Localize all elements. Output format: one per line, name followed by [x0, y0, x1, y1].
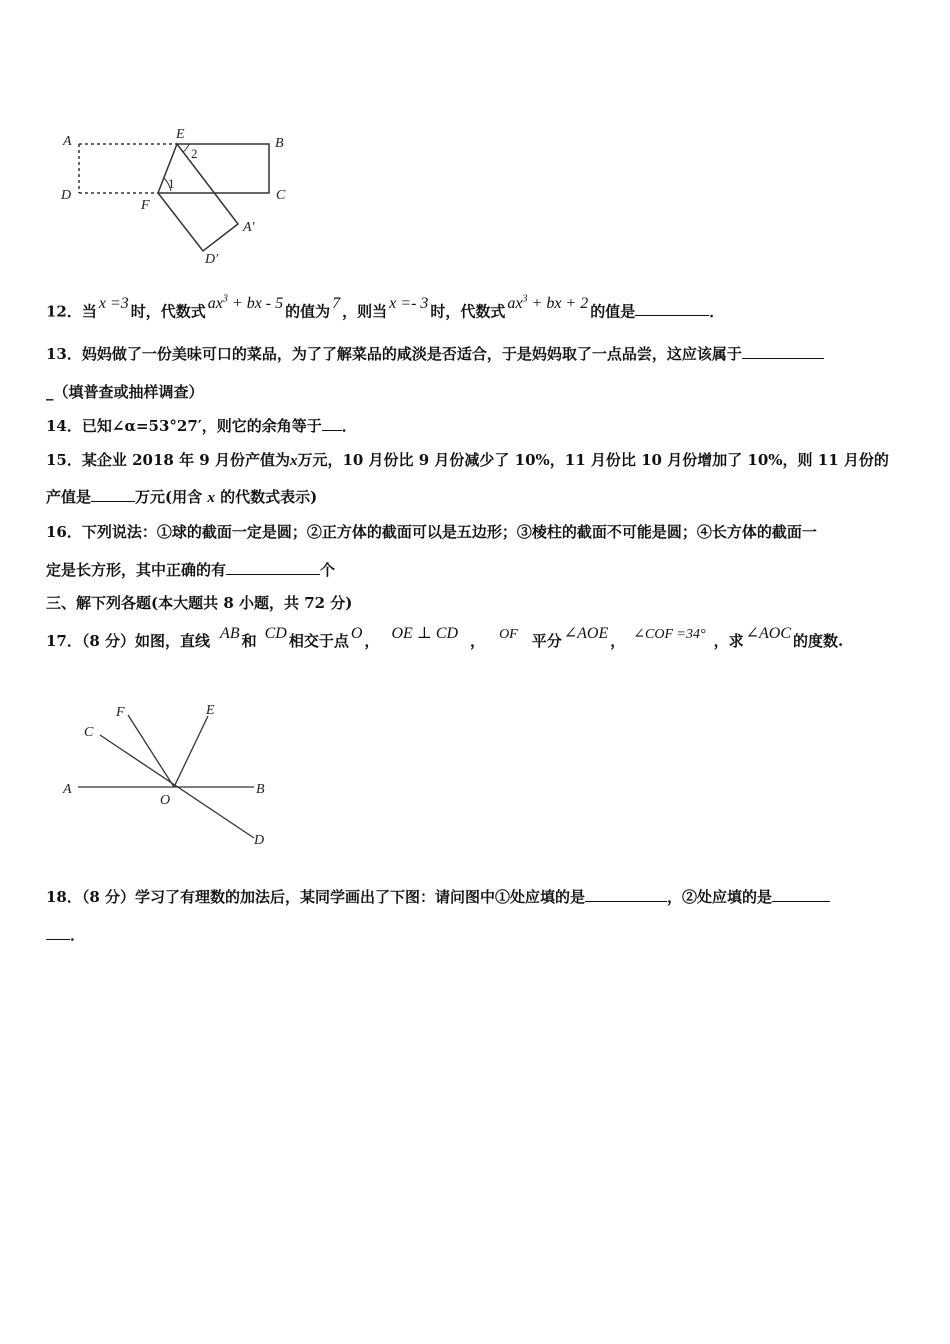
q14-end: ．	[341, 417, 357, 435]
q12-expr-1: $ax^3$ + bx - 5	[207, 294, 284, 313]
q12-text-2: 的值为	[285, 302, 331, 321]
q18-answer-blank-1[interactable]	[585, 887, 667, 902]
q18-end: ．	[70, 926, 86, 944]
q13-hint: （填普查或抽样调查）	[53, 383, 204, 401]
q15-text-2c: 的代数式表示)	[220, 488, 318, 506]
q17-line-AB: AB	[220, 625, 240, 642]
figure-intersecting-lines	[58, 698, 278, 853]
q17-qiu: ，求	[713, 632, 744, 650]
fig1-label-E: E	[176, 127, 185, 142]
q16-text-2a: 定是长方形，其中正确的有	[46, 561, 227, 579]
fig1-label-F: F	[141, 198, 150, 213]
q17-angle-AOC: ∠AOC	[745, 625, 791, 642]
q14-text: 14．已知∠α=53°27′，则它的余角等于	[46, 417, 322, 435]
fig1-label-A-prime: A′	[243, 220, 255, 235]
q17-xiangjiao: 相交于点	[288, 632, 349, 650]
q14-answer-blank[interactable]	[322, 416, 342, 431]
fig2-ray-OF	[128, 715, 174, 787]
q13-answer-blank[interactable]	[742, 344, 824, 359]
q17-comma-3: ，	[610, 632, 626, 650]
q17-angle-COF: ∠COF =34°	[633, 627, 706, 642]
q16-text-1: 16．下列说法：①球的截面一定是圆；②正方体的截面可以是五边形；③棱柱的截面不可能是圆；④长方体的截面一	[46, 523, 817, 541]
fig1-folded-part	[158, 144, 238, 251]
fig1-label-D-prime: D′	[205, 252, 219, 267]
question-14	[46, 416, 357, 436]
q12-number: 12．当	[46, 302, 97, 321]
q18-answer-blank-2[interactable]	[772, 887, 830, 902]
fig2-label-C: C	[84, 725, 94, 740]
fig1-label-B: B	[275, 136, 284, 151]
q12-answer-blank[interactable]	[635, 301, 709, 316]
fig2-ray-OE	[174, 716, 208, 787]
q17-point-O: O	[350, 625, 363, 642]
q15-var-x: x	[289, 453, 298, 469]
fig2-label-F: F	[116, 705, 125, 720]
q17-comma-2: ，	[470, 632, 486, 650]
figure-folded-rectangle	[55, 125, 300, 270]
q17-line-CD: CD	[264, 625, 287, 642]
q12-math-xneg3: x =- 3	[389, 295, 429, 313]
q15-text-1b: 万元，10 月份比 9 月份减少了 10%，11 月份比 10 月份增加了 10%，则 11 月份的	[297, 451, 889, 469]
fig1-label-D: D	[61, 188, 72, 203]
fig2-label-E: E	[206, 703, 215, 718]
q17-number: 17．（8 分）如图，直线	[46, 632, 211, 650]
question-16-line-1	[46, 522, 817, 542]
question-18-line-2	[46, 925, 85, 945]
q12-text-1: 时，代数式	[130, 302, 206, 321]
fig2-label-D: D	[254, 833, 265, 848]
fig2-label-O: O	[160, 793, 171, 808]
fig1-label-C: C	[276, 188, 286, 203]
q15-answer-blank[interactable]	[91, 487, 135, 502]
fig1-label-2: 2	[191, 146, 198, 161]
q17-perp: OE ⊥ CD	[391, 625, 459, 642]
question-13-line-2	[46, 382, 204, 402]
q12-value-7: 7	[332, 295, 341, 313]
q12-text-3: ，则当	[342, 302, 388, 321]
question-13-line-1	[46, 344, 824, 364]
question-12	[46, 294, 725, 322]
question-18-line-1	[46, 887, 830, 907]
q16-text-2b: 个	[320, 561, 336, 579]
fig2-label-B: B	[256, 782, 265, 797]
q12-text-4: 时，代数式	[430, 302, 506, 321]
section-3-title: 三、解下列各题(本大题共 8 小题，共 72 分)	[46, 594, 353, 612]
fig1-label-1: 1	[168, 176, 175, 191]
q12-text-5: 的值是	[590, 302, 636, 321]
q17-he: 和	[241, 632, 257, 650]
question-15-line-2	[46, 487, 317, 508]
question-16-line-2	[46, 560, 335, 580]
q12-math-x3: x =3	[98, 295, 129, 313]
fig2-label-A: A	[63, 782, 72, 797]
q18-text-1a: 18．（8 分）学习了有理数的加法后，某同学画出了下图：请问图中①处应填的是	[46, 888, 586, 906]
question-17	[46, 625, 844, 653]
q18-answer-blank-2-tail[interactable]	[46, 925, 70, 940]
question-15-line-1	[46, 450, 889, 471]
fig1-angle2-arc	[183, 144, 189, 152]
q12-expr-2: $ax^3$ + bx + 2	[507, 294, 589, 313]
q16-answer-blank[interactable]	[226, 560, 320, 575]
fig1-label-A: A	[63, 134, 72, 149]
q13-text: 13．妈妈做了一份美味可口的菜品，为了了解菜品的咸淡是否适合，于是妈妈取了一点品尝，这应该属于	[46, 345, 742, 363]
q17-end: 的度数.	[792, 632, 844, 650]
q13-blank-tail: _	[46, 383, 54, 401]
q17-comma-1: ，	[364, 632, 380, 650]
section-3-heading	[46, 593, 352, 613]
q18-text-1b: ，②处应填的是	[667, 888, 773, 906]
q12-end: ．	[709, 302, 725, 321]
q15-text-2b: 万元(用含	[135, 488, 203, 506]
q15-text-1a: 15．某企业 2018 年 9 月份产值为	[46, 451, 290, 469]
q17-angle-AOE: ∠AOE	[563, 625, 609, 642]
q17-ray-OF: OF	[499, 627, 518, 642]
q15-text-2a: 产值是	[46, 488, 92, 506]
q15-var-x-2: x	[207, 490, 215, 506]
q17-pingfen: 平分	[531, 632, 562, 650]
